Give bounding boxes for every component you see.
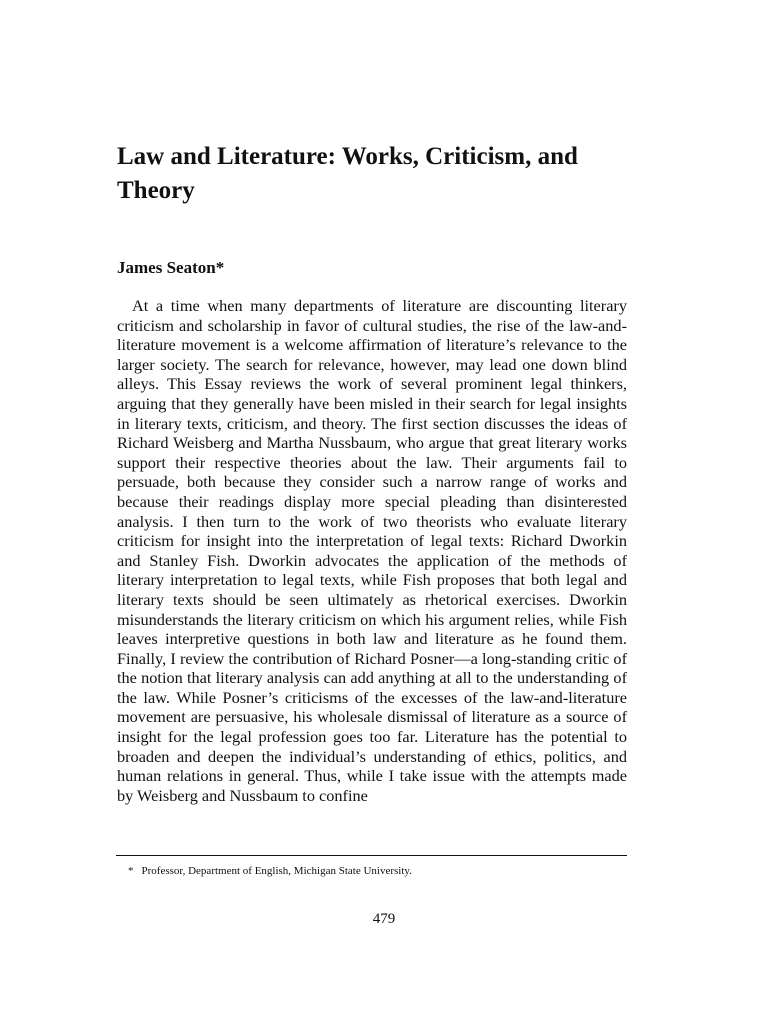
footnote (128, 864, 412, 878)
page-number: 479 (372, 911, 396, 927)
article-body-paragraph: At a time when many departments of literature are discounting literary criticism and scholarship in favor of cultural studies, the rise of the law-and-literature movement is a welcome affirmation of literature’s relevance to the larger society. The search for relevance, however, may lead one down blind alleys. This Essay reviews the work of several prominent legal thinkers, arguing that they generally have been misled in their search for legal insights in literary texts, criticism, and theory. The first section discusses the ideas of Richard Weisberg and Martha Nussbaum, who argue that great literary works support their respective theories about the law. Their arguments fail to persuade, both because they consider such a narrow range of works and because their readings display more special pleading than disinterested analysis. I then turn to the work of two theorists who evaluate literary criticism for insight into the interpretation of legal texts: Richard Dworkin and Stanley Fish. Dworkin advocates the application of the methods of literary interpretation to legal texts, while Fish proposes that both legal and literary texts should be seen ultimately as rhetorical exercises. Dworkin misunderstands the literary criticism on which his argument relies, while Fish leaves interpretive questions in both law and literature as he found them. Finally, I review the contribution of Richard Posner—a long-standing critic of the notion that literary analysis can add anything at all to the understanding of the law. While Posner’s criticisms of the excesses of the law-and-literature movement are persuasive, his wholesale dismissal of literature as a source of insight for the legal profession goes too far. Literature has the potential to broaden and deepen the individual’s understanding of ethics, politics, and human relations in general. Thus, while I take issue with the attempts made by Weisberg and Nussbaum to confine (117, 296, 627, 805)
footnote-marker: * (128, 865, 134, 877)
footnote-text: Professor, Department of English, Michigan State University. (141, 865, 412, 877)
article-title: Law and Literature: Works, Criticism, and Theory (117, 143, 578, 204)
article-author: James Seaton* (117, 258, 225, 277)
footnote-divider (116, 855, 627, 856)
